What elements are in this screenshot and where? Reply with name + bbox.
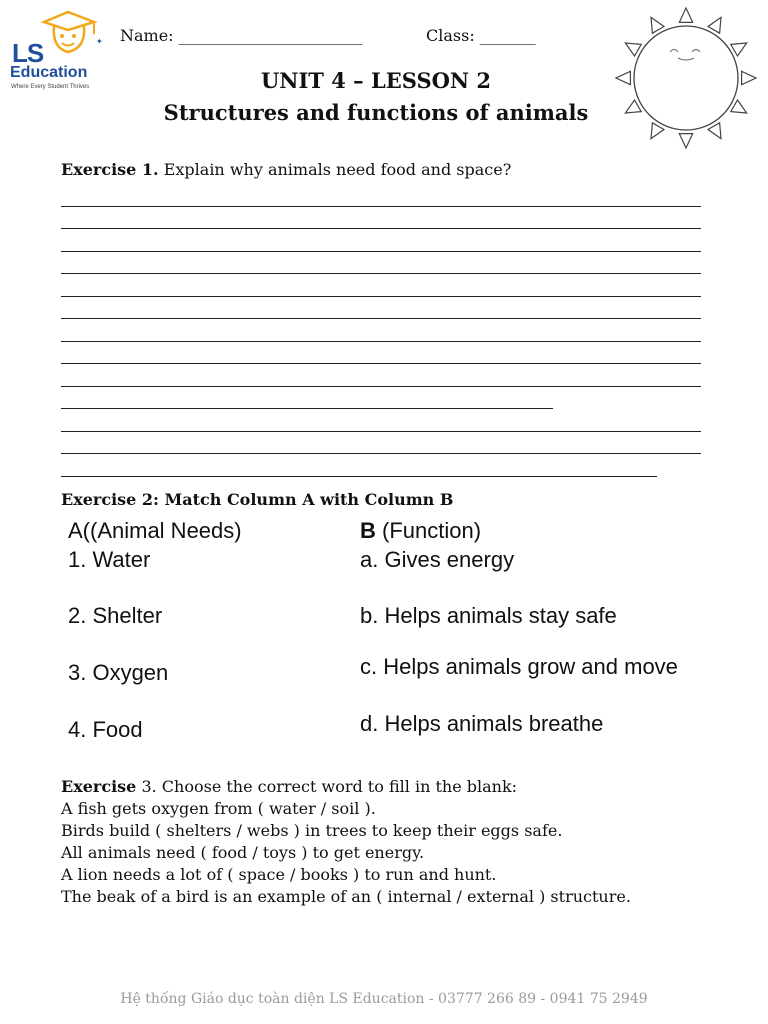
column-a-item: 3. Oxygen — [68, 660, 169, 685]
class-field: Class: _______ — [426, 26, 536, 45]
answer-line[interactable] — [61, 454, 657, 477]
column-a-header: A((Animal Needs) — [68, 518, 242, 543]
column-b-item: a. Gives energy — [360, 547, 515, 572]
exercise-1-label: Exercise 1. — [61, 160, 159, 179]
answer-line[interactable] — [61, 207, 701, 230]
answer-line[interactable] — [61, 364, 701, 387]
sun-ray — [651, 123, 664, 139]
answer-line[interactable] — [61, 387, 553, 410]
exercise-3-sentence: The beak of a bird is an example of an ( internal / external ) structure. — [61, 887, 631, 906]
exercise-1-prompt — [61, 160, 511, 179]
column-b-header — [360, 518, 481, 544]
logo-brand: LS — [12, 38, 44, 68]
column-b-item: c. Helps animals grow and move — [360, 654, 678, 679]
lesson-title: Structures and functions of animals — [163, 100, 589, 125]
column-b-item: d. Helps animals breathe — [360, 711, 604, 736]
exercise-3 — [61, 776, 631, 908]
answer-line[interactable] — [61, 229, 701, 252]
answer-line[interactable] — [61, 342, 701, 365]
exercise-1-question: Explain why animals need food and space? — [158, 160, 512, 179]
sun-ray — [651, 17, 664, 33]
column-b-title: (Function) — [375, 518, 482, 543]
sun-ray — [679, 134, 692, 148]
exercise-2-heading: Exercise 2: Match Column A with Column B — [61, 490, 454, 509]
sun-ray — [708, 123, 721, 139]
answer-line[interactable] — [61, 432, 701, 455]
exercise-3-sentence: A lion needs a lot of ( space / books ) to run and hunt. — [61, 865, 497, 884]
column-a-item: 4. Food — [68, 717, 143, 742]
name-field: Name: _______________________ — [120, 26, 363, 45]
graduation-cap-face-icon — [38, 8, 102, 58]
column-a-item: 1. Water — [68, 547, 151, 572]
answer-line[interactable] — [61, 274, 701, 297]
unit-title: UNIT 4 – LESSON 2 — [260, 68, 492, 93]
answer-line[interactable] — [61, 319, 701, 342]
column-b-item: b. Helps animals stay safe — [360, 603, 617, 628]
answer-line[interactable] — [61, 252, 701, 275]
exercise-3-label: Exercise — [61, 777, 137, 796]
column-a-item: 2. Shelter — [68, 603, 163, 628]
exercise-3-intro: 3. Choose the correct word to fill in the blank: — [136, 777, 518, 796]
footer-contact: Hệ thống Giáo dục toàn diện LS Education - 03777 266 89 - 0941 75 2949 — [120, 991, 648, 1007]
sun-ray — [731, 43, 747, 56]
svg-text:✦: ✦ — [96, 37, 103, 46]
sun-ray — [679, 8, 692, 22]
exercise-3-sentence: A fish gets oxygen from ( water / soil ). — [61, 799, 376, 818]
logo-name: Education — [10, 64, 88, 81]
column-b-letter: B — [360, 518, 376, 543]
answer-lines — [61, 184, 701, 477]
answer-line[interactable] — [61, 184, 701, 207]
sun-ray — [625, 43, 641, 56]
answer-line[interactable] — [61, 409, 701, 432]
logo-tagline: Where Every Student Thrives — [11, 84, 90, 90]
exercise-3-sentence: All animals need ( food / toys ) to get energy. — [61, 843, 425, 862]
exercise-3-prompt — [61, 776, 631, 798]
exercise-3-sentence: Birds build ( shelters / webs ) in trees to keep their eggs safe. — [61, 821, 563, 840]
answer-line[interactable] — [61, 297, 701, 320]
sun-ray — [708, 17, 721, 33]
